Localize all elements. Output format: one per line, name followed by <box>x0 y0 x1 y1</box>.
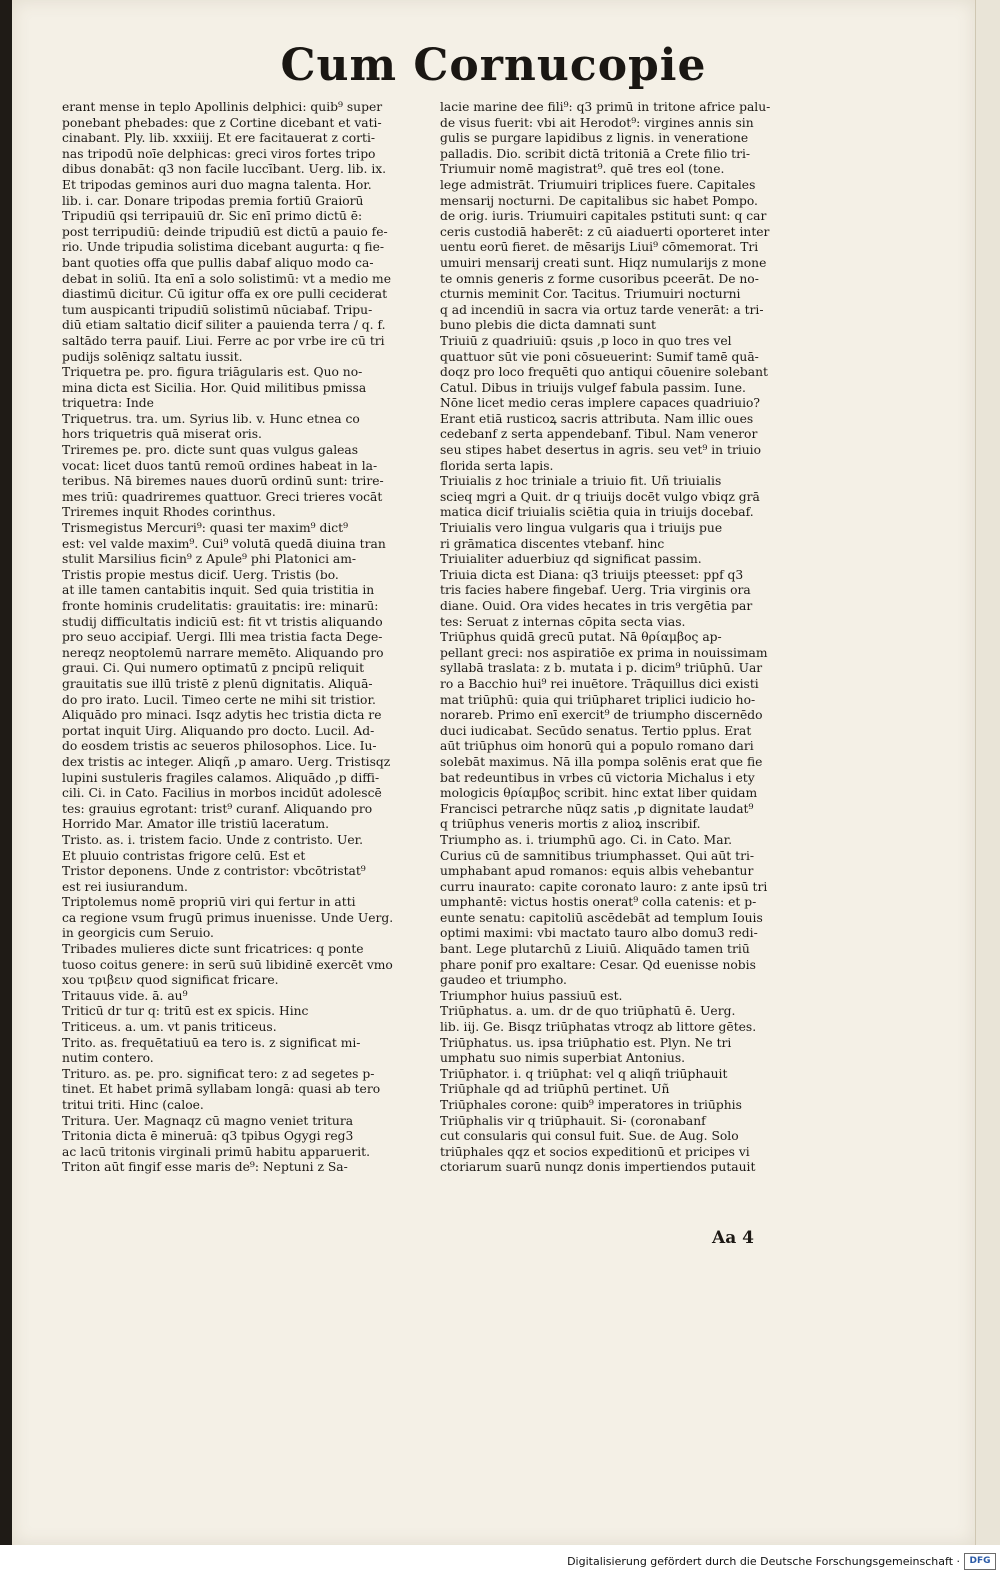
text-line: ceris custodiā haberēt: z cū aiaduerti oporteret inter <box>440 224 770 239</box>
text-line: bant. Lege plutarchū z Liuiū. Aliquādo tamen triū <box>440 942 750 957</box>
text-line: do eosdem tristis ac seueros philosophos. Lice. Iu- <box>62 739 377 754</box>
text-line: est: vel valde maxim⁹. Cui⁹ volutā quedā diuina tran <box>62 536 386 551</box>
text-line: Francisci petrarche nūqz satis ,p dignitate laudat⁹ <box>440 801 754 816</box>
text-line: est rei iusiurandum. <box>62 879 188 894</box>
text-line: quattuor sūt vie poni cōsueuerint: Sumif tamē quā- <box>440 349 759 364</box>
text-line: scieq mgri a Quit. dr q triuijs docēt vulgo vbiqz grā <box>440 489 760 504</box>
text-line: gulis se purgare lapidibus z lignis. in veneratione <box>440 131 749 146</box>
text-line: Triūphus quidā grecū putat. Nā θρίαμβος ap- <box>440 630 722 645</box>
text-line: umphantē: victus hostis onerat⁹ colla catenis: et p- <box>440 895 757 910</box>
text-line: te omnis generis z forme cusoribus pceerāt. De no- <box>440 271 759 286</box>
text-line: q ad incendiū in sacra via ortuz tarde venerāt: a tri- <box>440 302 764 317</box>
text-line: matica dicif triuialis sciētia quia in triuijs docebaf. <box>440 505 754 520</box>
text-line: bat redeuntibus in vrbes cū victoria Michalus i ety <box>440 770 755 785</box>
text-line: mat triūphū: quia qui triūpharet triplici iudicio ho- <box>440 692 756 707</box>
text-line: graui. Ci. Qui numero optimatū z pncipū reliquit <box>62 661 365 676</box>
text-line: Triquetra pe. pro. figura triāgularis est. Quo no- <box>62 365 363 380</box>
book-page <box>12 0 975 1545</box>
text-line: norareb. Primo enī exercit⁹ de triumpho discernēdo <box>440 708 763 723</box>
signature-mark: Aa 4 <box>712 1228 754 1248</box>
text-line: gaudeo et triumpho. <box>440 973 567 988</box>
text-line: Tritura. Uer. Magnaqz cū magno veniet tritura <box>62 1113 354 1128</box>
text-line: Et tripodas geminos auri duo magna talenta. Hor. <box>62 177 372 192</box>
text-line: aūt triūphus oim honorū qui a populo romano dari <box>440 739 754 754</box>
text-line: cinabant. Ply. lib. xxxiiij. Et ere facitauerat z corti- <box>62 131 376 146</box>
text-line: Triuialis vero lingua vulgaris qua i triuijs pue <box>440 521 723 536</box>
text-line: Trismegistus Mercuri⁹: quasi ter maxim⁹ dict⁹ <box>62 521 349 536</box>
text-line: ac lacū tritonis virginali primū habitu apparuerit. <box>62 1144 371 1159</box>
text-line: Triremes inquit Rhodes corinthus. <box>62 505 276 520</box>
text-line: in georgicis cum Seruio. <box>62 926 214 941</box>
text-line: do pro irato. Lucil. Timeo certe ne mihi sit tristior. <box>62 692 376 707</box>
text-line: Horrido Mar. Amator ille tristiū laceratum. <box>62 817 330 832</box>
text-line: bant quoties offa que pullis dabaf aliquo modo ca- <box>62 255 374 270</box>
right-column <box>440 100 820 1176</box>
text-line: diū etiam saltatio dicif siliter a pauienda terra / q. f. <box>62 318 386 333</box>
text-line: Triūphalis vir q triūphauit. Si- (coronabanf <box>440 1113 706 1128</box>
text-line: rio. Unde tripudia solistima dicebant augurta: q fie- <box>62 240 385 255</box>
text-line: xou τριβειν quod significat fricare. <box>62 973 279 988</box>
text-line: Tribades mulieres dicte sunt fricatrices: q ponte <box>62 942 364 957</box>
page-edge <box>975 0 1000 1545</box>
text-line: post terripudiū: deinde tripudiū est dictū a pauio fe- <box>62 224 388 239</box>
text-line: ro a Bacchio hui⁹ rei inuētore. Trāquillus dici existi <box>440 676 759 691</box>
text-line: cili. Ci. in Cato. Facilius in morbos incidūt adolescē <box>62 786 382 801</box>
text-line: phare ponif pro exaltare: Cesar. Qd euenisse nobis <box>440 957 756 972</box>
text-line: Triuialis z hoc triniale a triuio fit. Uñ triuialis <box>440 474 722 489</box>
text-line: teribus. Nā biremes naues duorū ordinū sunt: trire- <box>62 474 384 489</box>
text-line: triūphales qqz et socios expeditionū et pricipes vi <box>440 1144 750 1159</box>
text-line: mensarij nocturni. De capitalibus sic habet Pompo. <box>440 193 758 208</box>
text-line: Triuia dicta est Diana: q3 triuijs pteesset: ppf q3 <box>440 567 744 582</box>
text-line: ri grāmatica discentes vtebanf. hinc <box>440 536 665 551</box>
text-line: buno plebis die dicta damnati sunt <box>440 318 656 333</box>
text-line: Triūphales corone: quib⁹ imperatores in triūphis <box>440 1098 742 1112</box>
text-line: cut consularis qui consul fuit. Sue. de Aug. Solo <box>440 1129 739 1144</box>
left-column <box>62 100 422 1176</box>
page-header: Cum Cornucopie <box>280 40 707 91</box>
text-line: Tristis propie mestus dicif. Uerg. Tristis (bo. <box>62 567 339 582</box>
text-line: Et pluuio contristas frigore celū. Est et <box>62 848 306 863</box>
text-line: ca regione vsum frugū primus inuenisse. Unde Uerg. <box>62 910 394 925</box>
text-line: ponebant phebades: que z Cortine dicebant et vati- <box>62 115 382 130</box>
text-line: tritui triti. Hinc (caloe. <box>62 1098 204 1112</box>
text-line: nutim contero. <box>62 1051 154 1066</box>
text-line: stulit Marsilius ficin⁹ z Apule⁹ phi Platonici am- <box>62 552 357 567</box>
text-line: Triton aūt fingif esse maris de⁹: Neptuni z Sa- <box>62 1160 348 1175</box>
text-line: Tripudiū qsi terripauiū dr. Sic enī primo dictū ē: <box>62 209 363 224</box>
text-line: duci iudicabat. Secūdo senatus. Tertio pplus. Erat <box>440 723 752 738</box>
text-line: umphabant apud romanos: equis albis vehebantur <box>440 864 754 879</box>
footer-credit: Digitalisierung gefördert durch die Deutsche Forschungsgemeinschaft · <box>567 1555 960 1568</box>
text-line: solebāt maximus. Nā illa pompa solēnis erat que fie <box>440 754 763 769</box>
text-line: Triūphatus. us. ipsa triūphatio est. Plyn. Ne tri <box>440 1035 732 1050</box>
text-line: Triuiū z quadriuiū: qsuis ,p loco in quo tres vel <box>440 333 732 348</box>
text-line: Triumphor huius passiuū est. <box>440 988 623 1003</box>
text-line: Trituro. as. pe. pro. significat tero: z ad segetes p- <box>62 1066 375 1081</box>
text-line: diane. Ouid. Ora vides hecates in tris vergētia par <box>440 599 753 613</box>
text-line: Triumpho as. i. triumphū ago. Ci. in Cato. Mar. <box>440 832 733 847</box>
text-line: Triremes pe. pro. dicte sunt quas vulgus galeas <box>62 443 359 458</box>
text-line: umphatu suo nimis superbiat Antonius. <box>440 1051 686 1066</box>
text-line: nas tripodū noīe delphicas: greci viros fortes tripo <box>62 146 376 161</box>
text-line: Curius cū de samnitibus triumphasset. Qui aūt tri- <box>440 848 755 863</box>
text-line: Tristor deponens. Unde z contristor: vbcōtristat⁹ <box>62 864 366 879</box>
text-line: fronte hominis crudelitatis: grauitatis: ire: minarū: <box>62 599 379 613</box>
text-line: lege admistrāt. Triumuiri triplices fuere. Capitales <box>440 177 756 192</box>
binding-shadow <box>0 0 12 1545</box>
text-line: pro seuo accipiaf. Uergi. Illi mea tristia facta Dege- <box>62 630 383 645</box>
text-line: Triuialiter aduerbiuz qd significat passim. <box>440 552 702 567</box>
text-line: dibus donabāt: q3 non facile luccībant. Uerg. lib. ix. <box>62 162 387 177</box>
text-line: de orig. iuris. Triumuiri capitales pstituti sunt: q car <box>440 209 767 224</box>
text-line: portat inquit Uirg. Aliquando pro docto. Lucil. Ad- <box>62 723 375 738</box>
text-line: eunte senatu: capitoliū ascēdebāt ad templum Iouis <box>440 910 763 925</box>
text-line: saltādo terra pauif. Liui. Ferre ac por vrbe ire cū tri <box>62 333 385 348</box>
text-line: studij difficultatis indiciū est: fit vt tristis aliquando <box>62 614 383 629</box>
text-line: doqz pro loco frequēti quo antiqui cōuenire solebant <box>440 365 768 380</box>
text-line: Tritonia dicta ē mineruā: q3 tpibus Ogygi reg3 <box>62 1129 354 1144</box>
text-line: palladis. Dio. scribit dictā tritoniā a Crete filio tri- <box>440 146 751 161</box>
text-line: lib. iij. Ge. Bisqz triūphatas vtroqz ab littore gētes. <box>440 1020 757 1035</box>
dfg-logo: DFG <box>964 1553 996 1570</box>
text-line: de visus fuerit: vbi ait Herodot⁹: virgines annis sin <box>440 115 754 130</box>
text-line: Triptolemus nomē propriū viri qui fertur in atti <box>62 895 356 910</box>
text-line: tes: Seruat z internas cōpita secta vias. <box>440 614 686 629</box>
text-line: cedebanf z serta appendebanf. Tibul. Nam veneror <box>440 427 758 442</box>
text-line: Trito. as. frequētatiuū ea tero is. z significat mi- <box>62 1035 361 1050</box>
text-line: at ille tamen cantabitis inquit. Sed quia tristitia in <box>62 583 375 598</box>
text-line: tuoso coitus genere: in serū suū libidinē exercēt vmo <box>62 957 393 972</box>
text-line: Catul. Dibus in triuijs vulgef fabula passim. Iune. <box>440 380 746 395</box>
text-line: vocat: licet duos tantū remoū ordines habeat in la- <box>62 458 378 473</box>
text-line: tinet. Et habet primā syllabam longā: quasi ab tero <box>62 1082 381 1097</box>
text-line: Aliquādo pro minaci. Isqz adytis hec tristia dicta re <box>62 708 382 723</box>
text-line: lib. i. car. Donare tripodas premia fortiū Graiorū <box>62 193 364 208</box>
text-line: Tritauus vide. ā. au⁹ <box>62 988 188 1003</box>
text-line: Tristo. as. i. tristem facio. Unde z contristo. Uer. <box>62 832 364 847</box>
text-line: Triticū dr tur q: tritū est ex spicis. Hinc <box>62 1004 309 1019</box>
text-line: Triumuir nomē magistrat⁹. quē tres eol (tone. <box>440 162 725 177</box>
text-line: syllabā traslata: z b. mutata i p. dicim⁹ triūphū. Uar <box>440 661 763 676</box>
text-line: mologicis θρίαμβος scribit. hinc extat liber quidam <box>440 786 758 801</box>
text-line: erant mense in teplo Apollinis delphici: quib⁹ super <box>62 100 383 114</box>
text-line: grauitatis sue illū tristē z plenū dignitatis. Aliquā- <box>62 676 373 691</box>
text-line: Nōne licet medio ceras implere capaces quadriuio? <box>440 396 760 411</box>
text-line: hors triquetris quā miserat oris. <box>62 427 262 442</box>
text-line: tris facies habere fingebaf. Uerg. Tria virginis ora <box>440 583 751 598</box>
text-line: q triūphus veneris mortis z alioꝝ inscribif. <box>440 817 701 832</box>
text-line: mes triū: quadriremes quattuor. Greci trieres vocāt <box>62 489 383 504</box>
text-line: Triūphatus. a. um. dr de quo triūphatū ē. Uerg. <box>440 1004 736 1019</box>
text-line: dex tristis ac integer. Aliqñ ,p amaro. Uerg. Tristisqz <box>62 754 391 769</box>
text-line: Erant etiā rusticoꝝ sacris attributa. Nam illic oues <box>440 411 754 426</box>
text-line: Triūphator. i. q triūphat: vel q aliqñ triūphauit <box>440 1066 728 1081</box>
text-line: curru inaurato: capite coronato lauro: z ante ipsū tri <box>440 879 768 894</box>
text-line: nereqz neoptolemū narrare memēto. Aliquando pro <box>62 645 384 660</box>
footer-bar <box>0 1545 1000 1577</box>
text-line: tum auspicanti tripudiū solistimū nūciabaf. Tripu- <box>62 302 373 317</box>
text-line: Triticeus. a. um. vt panis triticeus. <box>62 1020 277 1035</box>
text-line: diastimū dicitur. Cū igitur offa ex ore pulli ceciderat <box>62 287 388 302</box>
text-line: uentu eorū fieret. de mēsarijs Liui⁹ cōmemorat. Tri <box>440 240 759 255</box>
text-line: Triūphale qd ad triūphū pertinet. Uñ <box>440 1082 670 1097</box>
text-line: debat in soliū. Ita enī a solo solistimū: vt a medio me <box>62 271 391 286</box>
text-line: lupini sustuleris fragiles calamos. Aliquādo ,p diffi- <box>62 770 380 785</box>
text-line: pudijs solēniqz saltatu iussit. <box>62 349 243 364</box>
text-line: pellant greci: nos aspiratiōe ex prima in nouissimam <box>440 645 768 660</box>
text-line: Triquetrus. tra. um. Syrius lib. v. Hunc etnea co <box>62 411 360 426</box>
text-line: mina dicta est Sicilia. Hor. Quid militibus pmissa <box>62 380 367 395</box>
text-line: ctoriarum suarū nunqz donis impertiendos putauit <box>440 1160 756 1175</box>
text-line: florida serta lapis. <box>440 458 554 473</box>
text-line: umuiri mensarij creati sunt. Hiqz numularijs z mone <box>440 255 767 270</box>
text-line: lacie marine dee fili⁹: q3 primū in tritone africe palu- <box>440 100 771 114</box>
text-line: tes: grauius egrotant: trist⁹ curanf. Aliquando pro <box>62 801 373 816</box>
text-line: triquetra: Inde <box>62 396 154 411</box>
text-line: seu stipes habet desertus in agris. seu vet⁹ in triuio <box>440 443 762 458</box>
text-line: cturnis meminit Cor. Tacitus. Triumuiri nocturni <box>440 287 741 302</box>
text-line: optimi maximi: vbi mactato tauro albo domu3 redi- <box>440 926 758 941</box>
